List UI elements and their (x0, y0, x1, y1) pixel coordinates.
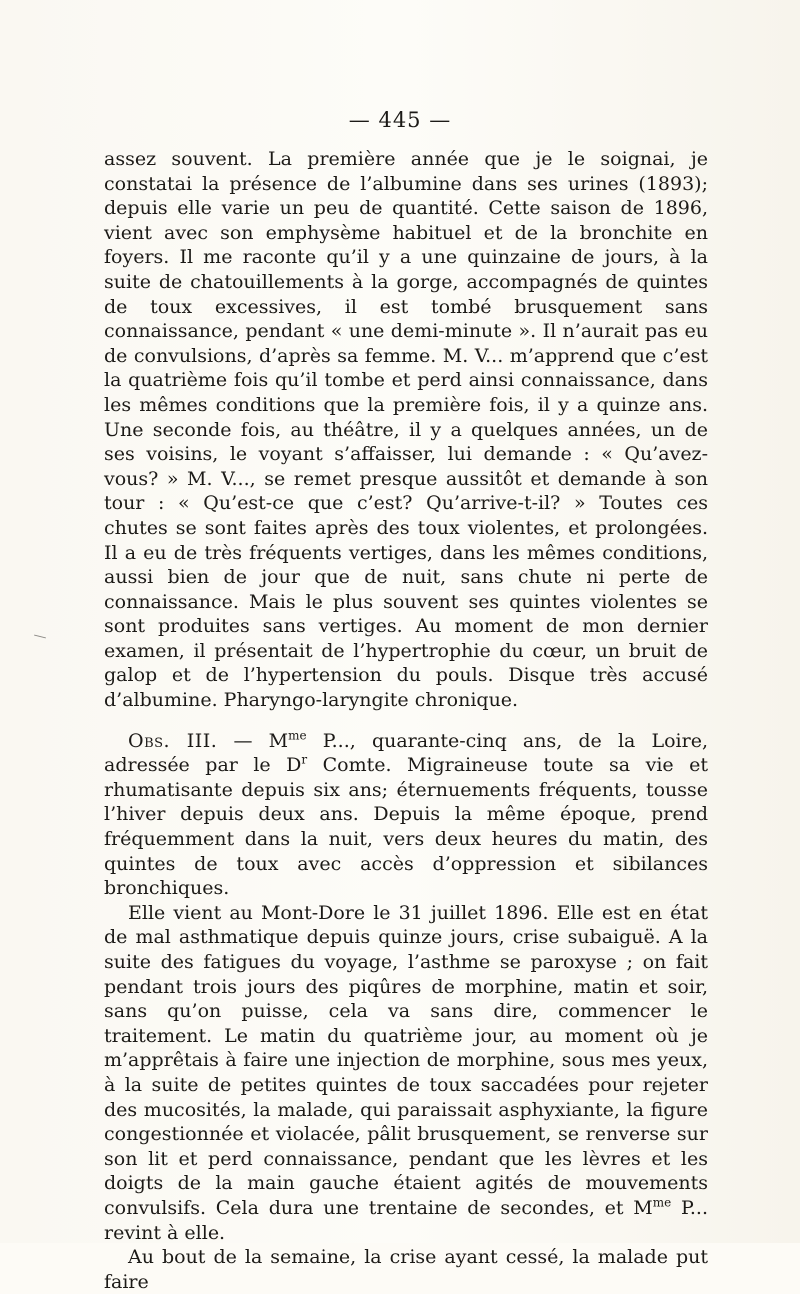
paragraph-case-continuation: assez souvent. La première année que je le soignai, je constatai la présence de l’albumine dans ses urines (1893); depuis elle varie un peu de quantité. Cette saison de 1896, vient avec son emphysème habituel et de la bronchite en foyers. Il me raconte qu’il y a une quinzaine de jours, à la suite de chatouillements à la gorge, accompagnés de quintes de toux excessives, il est tombé brusquement sans connaissance, pendant « une demi-minute ». Il n’aurait pas eu de convulsions, d’après sa femme. M. V... m’apprend que c’est la quatrième fois qu’il tombe et perd ainsi connaissance, dans les mêmes conditions que la première fois, il y a quinze ans. Une seconde fois, au théâtre, il y a quelques années, un de ses voisins, le voyant s’affaisser, lui demande : « Qu’avez-vous? » M. V..., se remet presque aussitôt et demande à son tour : « Qu’est-ce que c’est? Qu’arrive-t-il? » Toutes ces chutes se sont faites après des toux violentes, et prolongées. Il a eu de très fréquents vertiges, dans les mêmes conditions, aussi bien de jour que de nuit, sans chute ni perte de connaissance. Mais le plus souvent ses quintes violentes se sont produites sans vertiges. Au moment de mon dernier examen, il présentait de l’hypertrophie du cœur, un bruit de galop et de l’hypertension du pouls. Disque très accusé d’albumine. Pharyngo-laryngite chronique. (104, 148, 708, 712)
page-body (104, 147, 708, 1294)
mont-dore-sup-me: me (652, 1195, 672, 1210)
observation-sup-r: r (301, 752, 308, 767)
paragraph-observation-three (104, 729, 708, 901)
observation-dash: — M (217, 729, 289, 752)
observation-label: Obs. III. (128, 729, 218, 752)
paragraph-end-of-week: Au bout de la semaine, la crise ayant cessé, la malade put faire (104, 1246, 708, 1293)
margin-mark (34, 635, 46, 639)
mont-dore-text-a: Elle vient au Mont-Dore le 31 juillet 1896. Elle est en état de mal asthmatique depuis quinze jours, crise subaiguë. A la suite des fatigues du voyage, l’asthme se paroxyse ; on fait pendant trois jours des piqûres de morphine, matin et soir, sans qu’on puisse, cela va sans dire, commencer le traitement. Le matin du quatrième jour, au moment où je m’apprêtais à faire une injection de morphine, sous mes yeux, à la suite de petites quintes de toux saccadées pour rejeter des mucosités, la malade, qui paraissait asphyxiante, la figure congestionnée et violacée, pâlit brusquement, se renverse sur son lit et perd connaissance, pendant que les lèvres et les doigts de la main gauche étaient agités de mouvements convulsifs. Cela dura une trentaine de secondes, et M (104, 901, 708, 1219)
observation-sup-me: me (288, 728, 307, 743)
observation-text-a: P..., quarante-cinq ans, de la Loire, adressée par le D (104, 729, 708, 777)
page-number: — 445 — (348, 108, 452, 132)
mont-dore-text-b: P... revint à elle. (104, 1196, 709, 1244)
observation-text-b: Comte. Migraineuse toute sa vie et rhumatisante depuis six ans; éternuements fréquents, tousse l’hiver depuis deux ans. Depuis la même époque, prend fréquemment dans la nuit, vers deux heures du matin, des quintes de toux avec accès d’oppression et sibilances bronchiques. (104, 754, 708, 900)
paragraph-mont-dore (104, 901, 708, 1245)
